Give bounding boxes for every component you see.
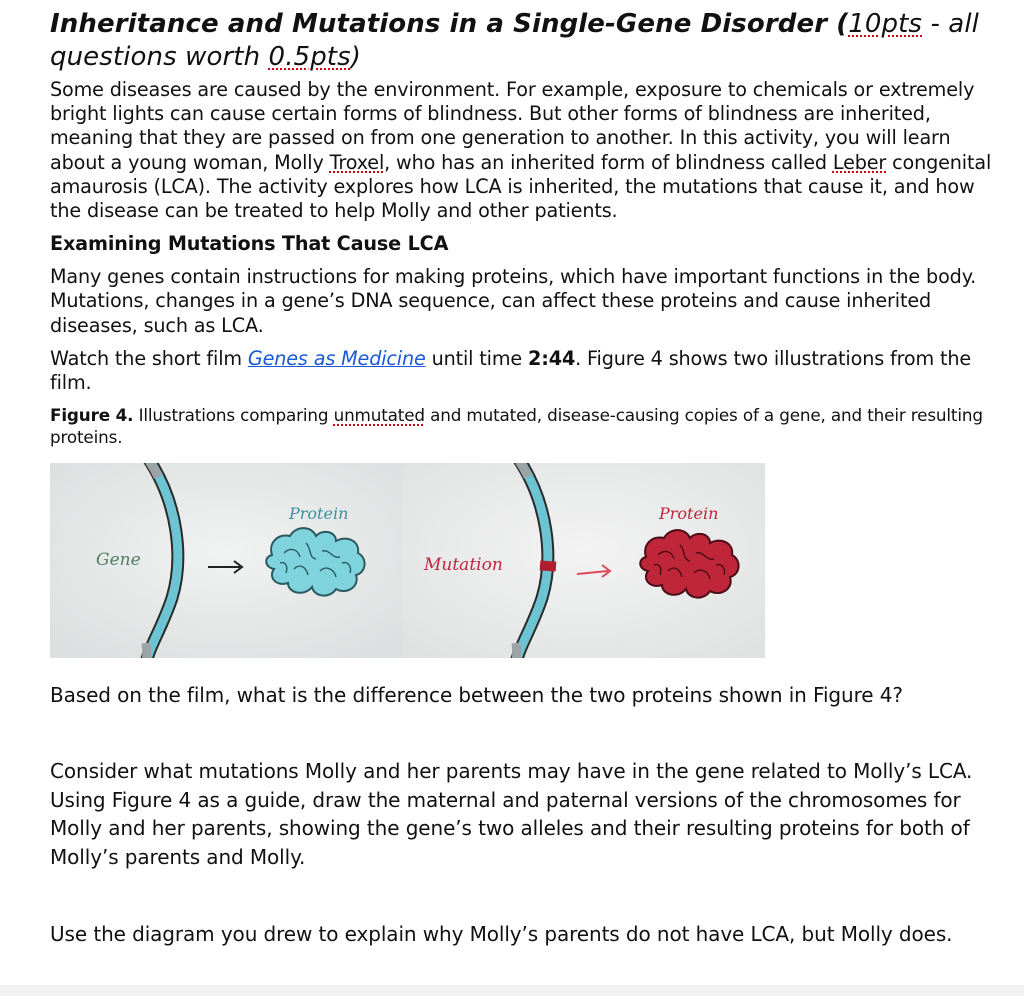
section-heading: Examining Mutations That Cause LCA — [50, 232, 449, 256]
question-3: Use the diagram you drew to explain why Molly’s parents do not have LCA, but Molly does. — [50, 922, 953, 946]
mutation-label: Mutation — [424, 555, 503, 576]
caption-text-2: and mutated, disease-causing copies of a gene, and their resulting proteins. — [50, 405, 983, 447]
title-total-points: 10pts — [848, 9, 923, 39]
intro-paragraph — [50, 78, 1000, 223]
watch-text-2: until time — [425, 346, 529, 370]
watch-paragraph — [50, 347, 1000, 395]
genes-as-medicine-link[interactable]: Genes as Medicine — [247, 346, 426, 370]
genes-paragraph: Many genes contain instructions for making proteins, which have important functions in the body. Mutations, changes in a gene’s DNA sequence, can affect these proteins and cause inherited diseases, such as LCA. — [50, 265, 977, 337]
watch-text-1: Watch the short film — [50, 346, 248, 370]
figure-svg — [50, 463, 765, 658]
question-1: Based on the film, what is the difference between the two proteins shown in Figure 4? — [50, 683, 903, 707]
gene-label: Gene — [96, 550, 141, 571]
page-title — [50, 8, 1000, 74]
spell-flag-leber: Leber — [832, 150, 887, 174]
mutation-band — [540, 561, 557, 572]
title-points-each: 0.5pts — [268, 42, 351, 72]
watch-text-3: . Figure 4 shows two illustrations from the film. — [50, 346, 972, 395]
protein-label-mutant: Protein — [659, 504, 719, 524]
caption-text-1: Illustrations comparing — [133, 405, 334, 426]
title-main: Inheritance and Mutations in a Single-Gene Disorder ( — [50, 9, 849, 39]
page-bottom-edge — [0, 985, 1024, 996]
question-2: Consider what mutations Molly and her parents may have in the gene related to Molly’s LCA. Using Figure 4 as a guide, draw the maternal and paternal versions of the chromosomes for Molly and her parents, showing the gene’s two alleles and their resulting proteins for both of Molly’s parents and Molly. — [50, 759, 973, 869]
protein-label-normal: Protein — [289, 504, 349, 524]
intro-text-3: congenital amaurosis (LCA). The activity explores how LCA is inherited, the mutations that cause it, and how the disease can be treated to help Molly and other patients. — [50, 150, 992, 223]
film-time: 2:44 — [528, 346, 576, 370]
spell-flag-troxel: Troxel — [329, 150, 385, 174]
figure-caption — [50, 405, 1000, 448]
intro-text-2: , who has an inherited form of blindness called — [384, 150, 833, 174]
title-mid: - all questions worth — [50, 9, 979, 72]
spell-flag-unmutated: unmutated — [333, 405, 425, 426]
title-end: ) — [350, 42, 361, 72]
figure-4-illustration — [50, 463, 765, 658]
worksheet-page — [50, 8, 1000, 658]
figure-label: Figure 4. — [50, 405, 134, 426]
intro-text-1: Some diseases are caused by the environment. For example, exposure to chemicals or extremely bright lights can cause certain forms of blindness. But other forms of blindness are inherited, meaning that they are passed on from one generation to another. In this activity, you will learn about a young woman, Molly — [50, 78, 975, 174]
